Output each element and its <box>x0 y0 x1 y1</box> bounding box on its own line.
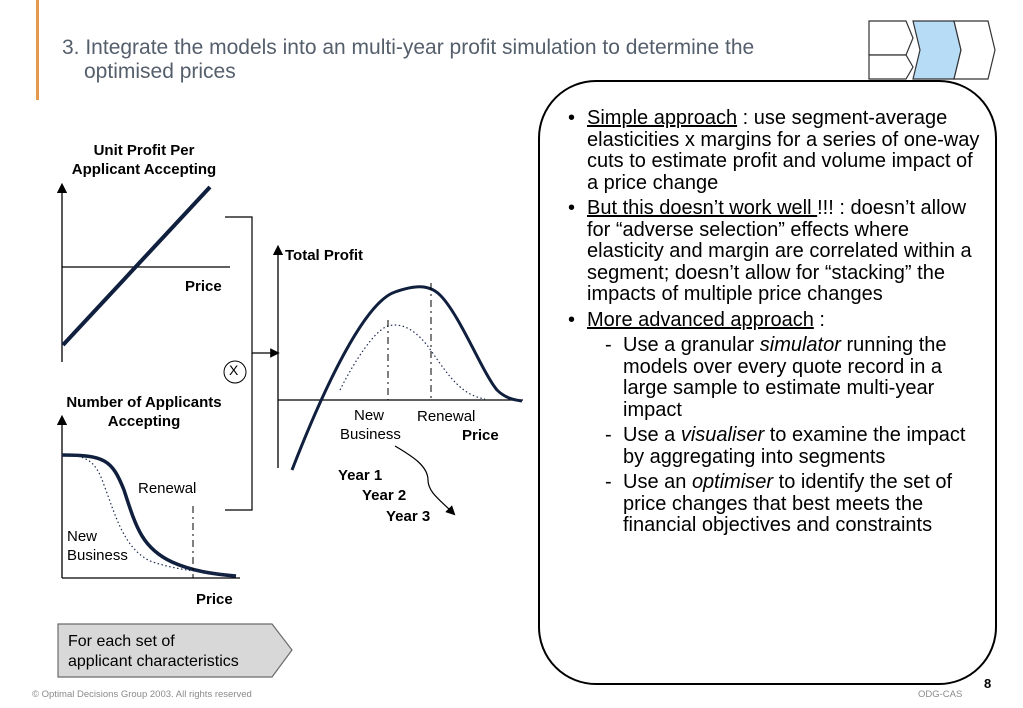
callout-line-2: applicant characteristics <box>68 653 239 670</box>
new-business-1: New <box>67 528 98 545</box>
multiply-symbol: X <box>229 362 239 378</box>
sub-bullet-optimiser <box>563 472 983 537</box>
nav-step-1-top[interactable] <box>869 21 913 55</box>
new-business-2: Business <box>67 547 128 564</box>
bullet-3-head: More advanced approach <box>587 308 814 331</box>
year-1-label: Year 1 <box>338 467 383 484</box>
bullet-simple-approach <box>563 108 983 194</box>
applicants-title <box>40 393 248 431</box>
total-profit-new-curve <box>340 325 485 399</box>
unit-profit-title <box>40 141 248 179</box>
total-profit-chart <box>278 250 523 512</box>
unit-profit-chart <box>62 187 230 362</box>
bullet-advanced-approach <box>563 310 983 332</box>
sub-bullet-simulator <box>563 335 983 421</box>
total-profit-title: Total Profit <box>285 247 364 264</box>
sub-dash: - <box>605 424 612 446</box>
copyright-footer: © Optimal Decisions Group 2003. All rights reserved <box>32 689 252 700</box>
nav-step-1-bottom[interactable] <box>869 55 913 79</box>
sub-1-post: running the models over every quote record in a large sample to estimate multi-year impact <box>623 334 947 421</box>
title-line-2: optimised prices <box>84 60 236 83</box>
bullet-dot: • <box>568 197 576 219</box>
unit-profit-x-label: Price <box>185 278 222 295</box>
bullet-dot: • <box>568 107 576 129</box>
applicants-new-business-label <box>67 527 128 565</box>
tp-new-1: New <box>353 407 384 424</box>
sub-2-em: visualiser <box>680 424 765 446</box>
bullet-2-head: But this doesn’t work well <box>587 197 818 219</box>
footer-code: ODG-CAS <box>918 689 963 700</box>
sub-3-pre: Use an <box>623 471 692 493</box>
applicants-title-1: Number of Applicants <box>66 394 222 411</box>
sub-2-pre: Use a <box>623 424 681 446</box>
nav-step-2[interactable] <box>913 21 961 79</box>
tp-x-label: Price <box>462 427 499 444</box>
sub-3-post: to identify the set of price changes that best meets the financial objectives and constraints <box>623 471 953 536</box>
bullet-3-text: : <box>813 308 825 331</box>
title-line-1: 3. Integrate the models into an multi-year profit simulation to determine the <box>62 36 755 59</box>
applicants-x-label: Price <box>196 591 233 608</box>
sub-2-post: to examine the impact by aggregating into segments <box>623 424 966 468</box>
sub-1-em: simulator <box>759 334 841 356</box>
bullet-1-text: : use segment-average elasticities x margins for a series of one-way cuts to estimate profit and volume impact of a price change <box>587 107 980 194</box>
sub-bullet-visualiser <box>563 425 983 468</box>
applicants-renewal-label: Renewal <box>138 480 197 497</box>
tp-new-business-label <box>340 406 401 444</box>
tp-renewal-label: Renewal <box>417 408 476 425</box>
bullet-doesnt-work <box>563 198 983 306</box>
unit-profit-line <box>63 187 210 345</box>
sub-dash: - <box>605 471 612 493</box>
unit-profit-title-1: Unit Profit Per <box>93 142 195 159</box>
bullet-2-text: !!! : doesn’t allow for “adverse selection” effects where elasticity and margin are correlated within a segment; doesn’t allow for “stacking” the impacts of multiple price changes <box>587 197 972 305</box>
sub-1-pre: Use a granular <box>623 334 760 356</box>
sub-3-em: optimiser <box>691 471 774 493</box>
sub-dash: - <box>605 334 612 356</box>
applicants-title-2: Accepting <box>107 413 181 430</box>
tp-new-2: Business <box>340 426 401 443</box>
bullet-dot: • <box>568 308 576 331</box>
year-2-label: Year 2 <box>362 487 407 504</box>
bullet-1-head: Simple approach <box>587 107 738 129</box>
callout-text <box>68 632 278 672</box>
unit-profit-title-2: Applicant Accepting <box>71 161 217 178</box>
year-3-label: Year 3 <box>386 508 431 525</box>
process-nav <box>866 18 998 84</box>
page-number: 8 <box>984 676 992 691</box>
callout-line-1: For each set of <box>68 633 175 650</box>
approach-bullets <box>563 108 983 541</box>
